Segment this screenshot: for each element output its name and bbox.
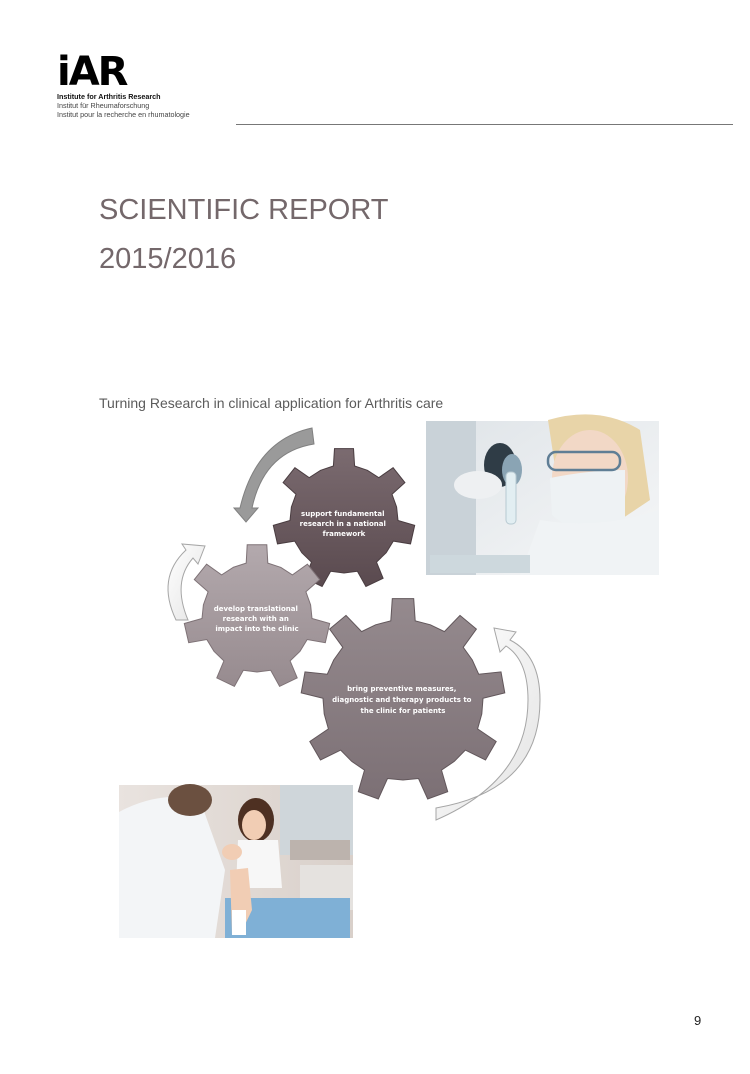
org-name-en: Institute for Arthritis Research [57,92,161,101]
report-year: 2015/2016 [99,243,237,275]
report-subtitle: Turning Research in clinical application for Arthritis care [99,395,444,411]
report-title: SCIENTIFIC REPORT [99,194,389,226]
logo-mark: iAR [57,49,127,95]
gear-left-label: develop translational research with an impact into the clinic [213,605,299,633]
gear-top-label: support fundamental research in a national framework [299,510,386,538]
gear-bottom-label: bring preventive measures, diagnostic and therapy products to the clinic for patients [332,685,472,715]
org-name-fr: Institut pour la recherche en rhumatologie [57,110,190,119]
lab-scientist-photo [426,414,659,575]
org-name-de: Institut für Rheumaforschung [57,101,150,110]
doctor-child-photo [119,784,353,938]
page-number: 9 [694,1013,702,1028]
